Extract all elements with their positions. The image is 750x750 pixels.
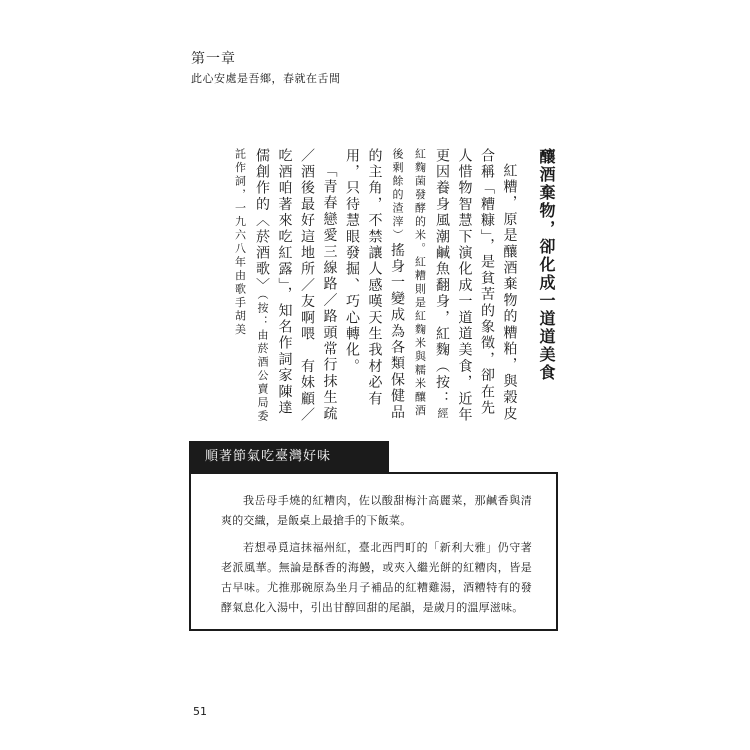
paragraph-1-text: 紅糟，原是釀酒棄物的糟粕，與榖皮合稱「糟糠」，是貧苦的象徵，卻在先人惜物智慧下演化成一道道美食，近年更因養身風潮鹹魚翻身，紅麴（按： bbox=[434, 148, 518, 424]
sidebar-paragraph-1: 我岳母手燒的紅糟肉，佐以酸甜梅汁高麗菜，那鹹香與清爽的交織，是飯桌上最搶手的下飯菜。 bbox=[221, 494, 532, 527]
article-paragraph-1 bbox=[341, 148, 521, 428]
paragraph-2-text: 「青春戀愛三線路／路頭常行抹生疏／酒後最好這地所／友啊喂 有妹顧／吃酒咱著來吃紅露」，知名作詞家陳達儒創作的〈菸酒歌〉 bbox=[254, 148, 338, 424]
chapter-title: 第一章 bbox=[191, 51, 236, 67]
paragraph-1-end: 搖身一變成為各類保健品的主角，不禁讓人感嘆天生我材必有用，只待慧眼發掘、巧心轉化。 bbox=[344, 148, 405, 421]
sidebar-box bbox=[189, 472, 558, 631]
page-number: 51 bbox=[193, 705, 207, 718]
annotation-1: 經紅麴菌發酵的米。紅糟則是紅麴米與糯米釀酒後剩餘的渣滓） bbox=[391, 148, 449, 421]
annotation-2: （按：由菸酒公賣局委託作詞，一九六八年由歌手胡美 bbox=[233, 148, 269, 424]
sidebar-paragraph-2: 若想尋覓這抹福州紅，臺北西門町的「新利大雅」仍守著老派風華。無論是酥香的海鰻，或夾入繼光餅的紅糟肉，皆是古早味。尤推那碗原為坐月子補品的紅糟雞湯，酒糟特有的發酵氣息化入湯中，引出甘醇回甜的尾韻，是歲月的溫厚滋味。 bbox=[221, 541, 532, 614]
section-heading: 釀酒棄物，卻化成一道道美食 bbox=[537, 148, 556, 382]
article-body bbox=[228, 148, 557, 428]
article-paragraph-2 bbox=[228, 148, 341, 428]
chapter-subtitle: 此心安處是吾鄉，春就在舌間 bbox=[191, 72, 341, 85]
sidebar-title: 順著節氣吃臺灣好味 bbox=[189, 441, 389, 473]
